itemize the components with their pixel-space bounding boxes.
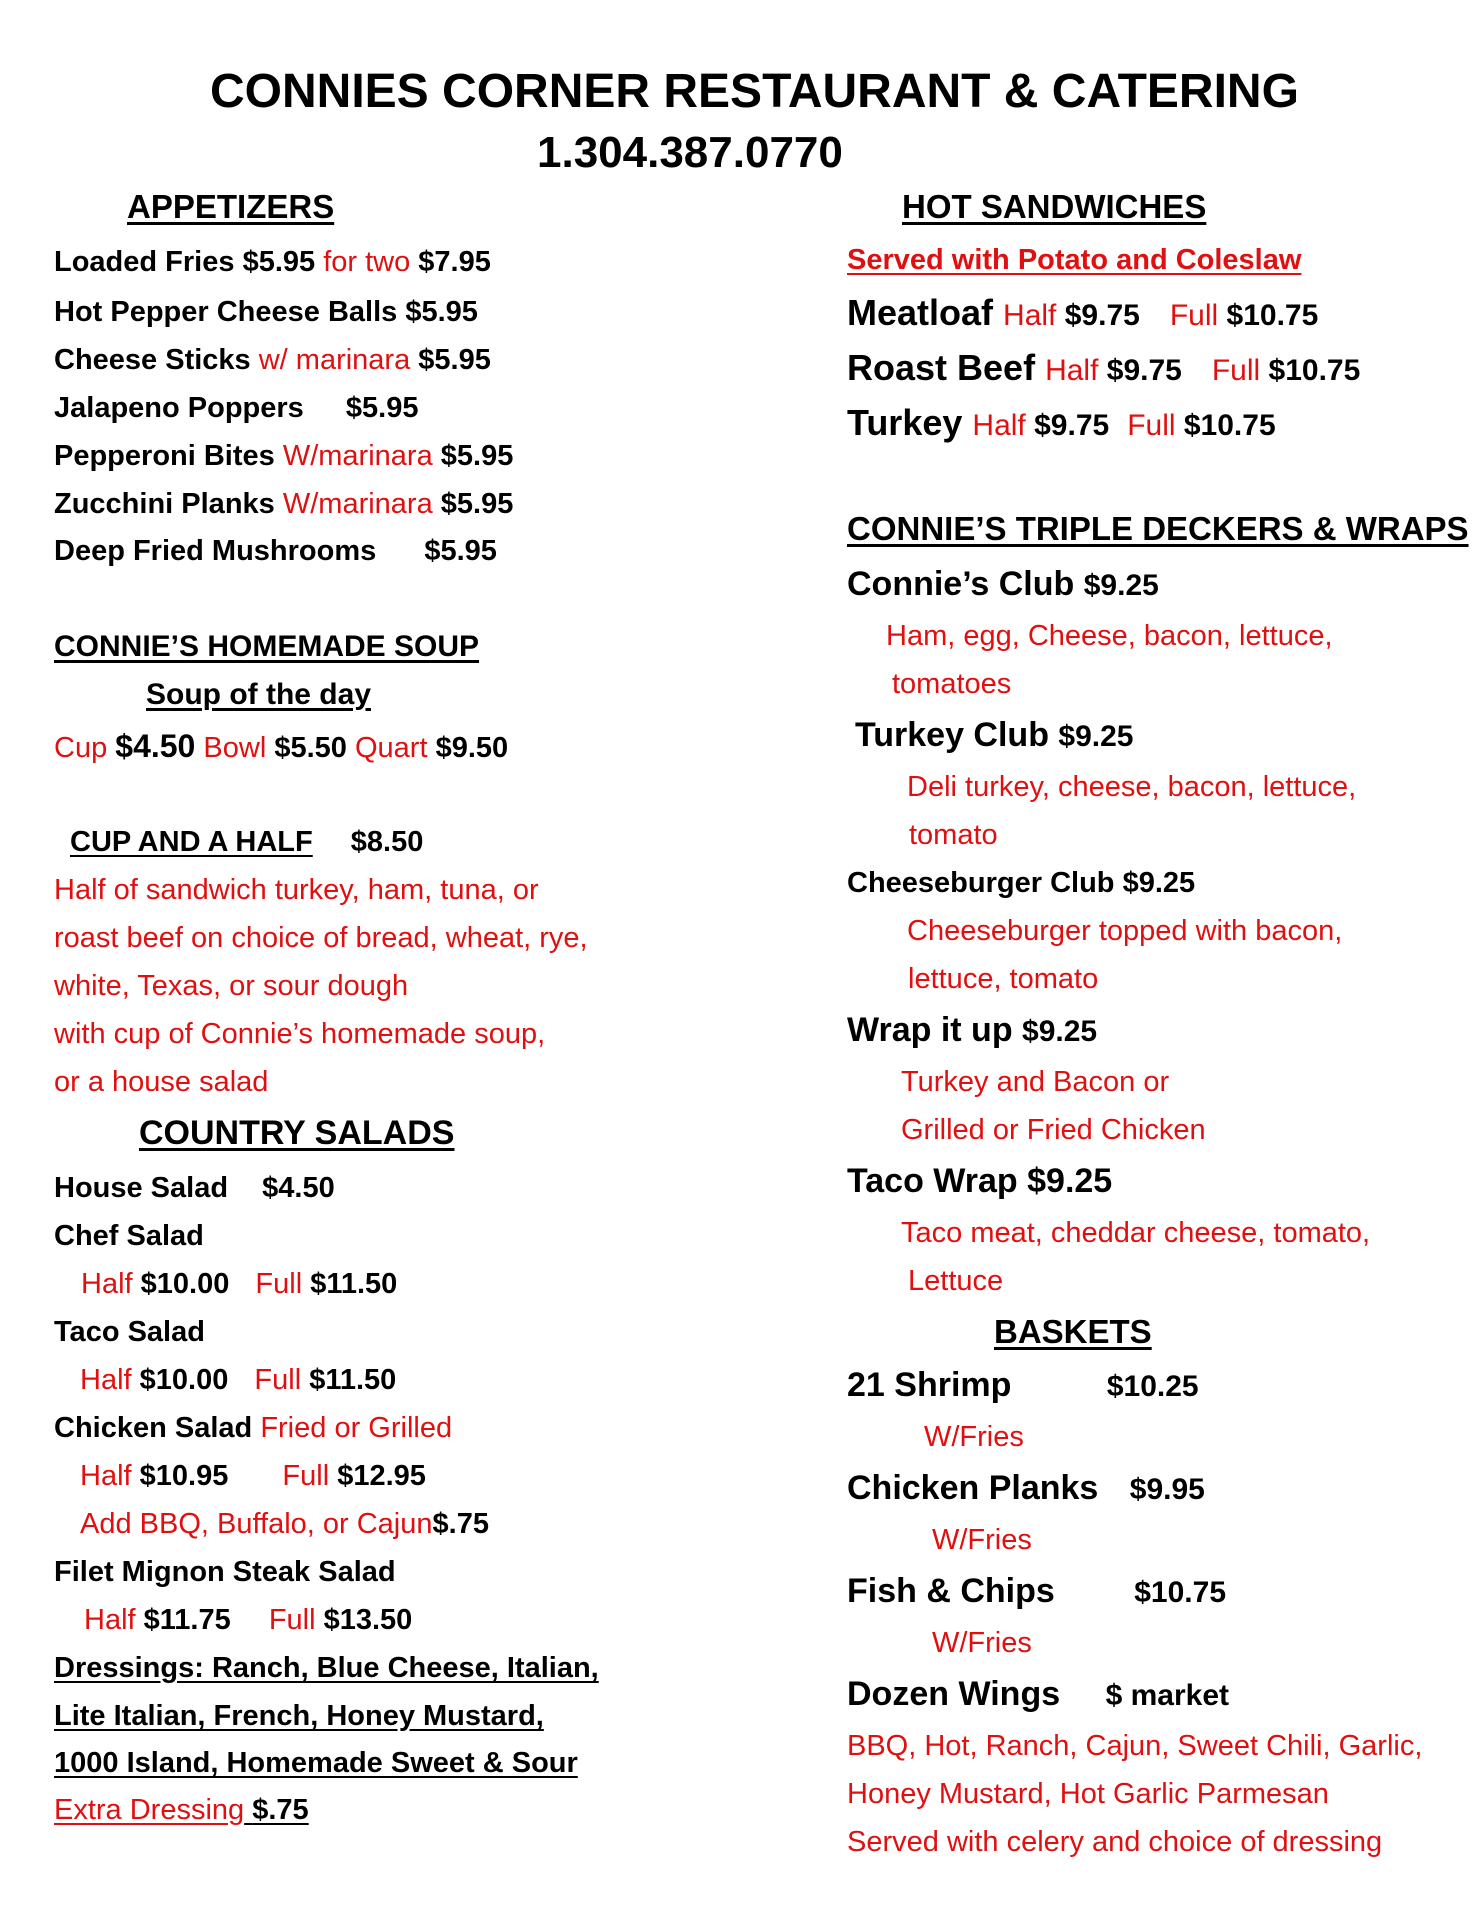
menu-item-shrimp — [847, 1366, 1199, 1405]
cup-label: Cup — [54, 732, 108, 764]
item-name: Connie’s Club — [847, 565, 1075, 603]
item-name: Taco Wrap — [847, 1162, 1018, 1200]
appetizers-heading: APPETIZERS — [127, 188, 335, 225]
deckers-heading: CONNIE’S TRIPLE DECKERS & WRAPS — [847, 510, 1469, 547]
soup-prices — [54, 728, 508, 765]
menu-item-cheese-balls — [54, 296, 478, 329]
item-price: $5.95 — [242, 246, 316, 278]
full-label: Full — [1127, 409, 1176, 442]
taco-wrap-desc-2: Lettuce — [908, 1265, 1004, 1297]
menu-item-roast-beef — [847, 347, 1360, 389]
baskets-heading: BASKETS — [994, 1313, 1152, 1350]
phone-number: 1.304.387.0770 — [537, 128, 843, 177]
extra-price: $.75 — [252, 1794, 309, 1826]
full-price: $13.50 — [323, 1604, 413, 1636]
full-price: $10.75 — [1226, 299, 1319, 332]
menu-item-turkey-club — [855, 716, 1134, 755]
item-price: $9.25 — [1122, 867, 1196, 899]
taco-wrap-desc-1: Taco meat, cheddar cheese, tomato, — [901, 1217, 1371, 1249]
full-price: $12.95 — [337, 1460, 426, 1492]
half-label: Half — [80, 1460, 132, 1492]
wings-desc-2: Honey Mustard, Hot Garlic Parmesan — [847, 1778, 1329, 1810]
cup-half-heading: CUP AND A HALF — [70, 826, 313, 858]
cup-and-half — [70, 826, 423, 859]
item-price: $5.95 — [345, 392, 419, 424]
item-note: W/marinara — [282, 488, 433, 520]
item-price: $4.50 — [262, 1172, 335, 1204]
extra-dressing — [54, 1794, 309, 1827]
menu-item-loaded-fries — [54, 246, 491, 279]
item-name: Loaded Fries — [54, 246, 235, 278]
item-price: $5.95 — [418, 344, 491, 376]
menu-item-zucchini-planks — [54, 488, 513, 521]
quart-price: $9.50 — [435, 732, 509, 764]
soup-heading: CONNIE’S HOMEMADE SOUP — [54, 630, 480, 663]
full-price: $11.50 — [309, 1364, 397, 1396]
item-note: Fried or Grilled — [260, 1412, 453, 1444]
item-name: House Salad — [54, 1172, 229, 1204]
item-name: Fish & Chips — [847, 1572, 1055, 1610]
item-name: Dozen Wings — [847, 1675, 1061, 1713]
wings-desc-1: BBQ, Hot, Ranch, Cajun, Sweet Chili, Garlic, — [847, 1730, 1423, 1762]
menu-item-house-salad — [54, 1172, 335, 1205]
shrimp-note: W/Fries — [924, 1421, 1024, 1453]
full-price: $11.50 — [310, 1268, 398, 1300]
menu-item-turkey — [847, 402, 1276, 444]
cup-half-desc-4: with cup of Connie’s homemade soup, — [54, 1018, 546, 1050]
chicken-salad-prices — [80, 1460, 426, 1493]
extra-label: Extra Dressing — [54, 1794, 245, 1826]
item-name: Wrap it up — [847, 1011, 1013, 1049]
item-name: Zucchini Planks — [54, 488, 275, 520]
item-name: Hot Pepper Cheese Balls — [54, 296, 398, 328]
connies-club-desc-2: tomatoes — [892, 668, 1012, 700]
item-price: $5.95 — [405, 296, 478, 328]
half-label: Half — [972, 409, 1026, 442]
item-name: Turkey Club — [855, 716, 1049, 754]
item-price: $9.25 — [1058, 720, 1134, 753]
cup-half-desc-2: roast beef on choice of bread, wheat, rye, — [54, 922, 588, 954]
item-price-2: $7.95 — [418, 246, 491, 278]
item-name: 21 Shrimp — [847, 1366, 1012, 1404]
filet-salad-prices — [84, 1604, 412, 1637]
chicken-salad-addon — [80, 1508, 489, 1541]
turkey-club-desc-1: Deli turkey, cheese, bacon, lettuce, — [907, 771, 1357, 803]
item-price: $ market — [1105, 1679, 1230, 1712]
item-price: $10.25 — [1106, 1370, 1199, 1403]
dressings-line-3: 1000 Island, Homemade Sweet & Sour — [54, 1747, 578, 1779]
item-name: Pepperoni Bites — [54, 440, 275, 472]
fish-note: W/Fries — [932, 1627, 1032, 1659]
item-name: Jalapeno Poppers — [54, 392, 304, 424]
half-label: Half — [81, 1268, 133, 1300]
half-price: $9.75 — [1034, 409, 1110, 442]
menu-item-taco-salad: Taco Salad — [54, 1316, 205, 1348]
dressings-line-2: Lite Italian, French, Honey Mustard, — [54, 1700, 544, 1732]
menu-item-deep-fried-mushrooms — [54, 535, 497, 568]
full-price: $10.75 — [1183, 409, 1276, 442]
menu-item-connies-club — [847, 565, 1159, 604]
menu-item-wrap-it-up — [847, 1011, 1097, 1050]
hot-sandwiches-note: Served with Potato and Coleslaw — [847, 244, 1302, 276]
bowl-price: $5.50 — [274, 732, 347, 764]
half-label: Half — [80, 1364, 132, 1396]
item-name: Meatloaf — [847, 292, 994, 333]
half-price: $9.75 — [1064, 299, 1140, 332]
item-note: w/ marinara — [258, 344, 411, 376]
cup-half-desc-3: white, Texas, or sour dough — [54, 970, 409, 1002]
full-label: Full — [1169, 299, 1219, 332]
bowl-label: Bowl — [203, 732, 267, 764]
item-name: Deep Fried Mushrooms — [54, 535, 377, 567]
menu-item-cheeseburger-club — [847, 867, 1195, 900]
cup-half-desc-5: or a house salad — [54, 1066, 269, 1098]
salads-heading — [139, 1114, 454, 1153]
menu-item-pepperoni-bites — [54, 440, 513, 473]
menu-item-fish-chips — [847, 1572, 1226, 1611]
full-label: Full — [1211, 354, 1261, 387]
half-price: $9.75 — [1106, 354, 1182, 387]
hot-sandwiches-heading: HOT SANDWICHES — [902, 188, 1207, 225]
half-label: Half — [1045, 354, 1099, 387]
item-note: for two — [323, 246, 411, 278]
soup-of-the-day: Soup of the day — [146, 678, 371, 711]
full-label: Full — [254, 1364, 302, 1396]
full-label: Full — [255, 1268, 303, 1300]
wings-desc-3: Served with celery and choice of dressing — [847, 1826, 1383, 1858]
item-note: W/marinara — [282, 440, 433, 472]
item-price: $9.25 — [1022, 1015, 1098, 1048]
menu-item-chef-salad: Chef Salad — [54, 1220, 204, 1252]
wrap-desc-2: Grilled or Fried Chicken — [901, 1114, 1206, 1146]
cup-half-price: $8.50 — [350, 826, 424, 858]
taco-salad-prices — [80, 1364, 396, 1397]
cheeseburger-club-desc-2: lettuce, tomato — [908, 963, 1099, 995]
half-label: Half — [1003, 299, 1057, 332]
menu-item-jalapeno-poppers — [54, 392, 418, 425]
chef-salad-prices — [81, 1268, 397, 1301]
half-price: $10.00 — [139, 1364, 229, 1396]
full-price: $10.75 — [1268, 354, 1361, 387]
wrap-desc-1: Turkey and Bacon or — [901, 1066, 1170, 1098]
item-price: $5.95 — [440, 488, 514, 520]
salads-heading-text: COUNTRY SALADS — [139, 1114, 455, 1152]
half-price: $10.95 — [139, 1460, 229, 1492]
half-price: $10.00 — [140, 1268, 230, 1300]
menu-item-taco-wrap — [847, 1162, 1112, 1201]
item-price: $5.95 — [424, 535, 497, 567]
cup-half-desc-1: Half of sandwich turkey, ham, tuna, or — [54, 874, 539, 906]
item-price: $9.95 — [1129, 1473, 1205, 1506]
quart-label: Quart — [354, 732, 428, 764]
cheeseburger-club-desc-1: Cheeseburger topped with bacon, — [907, 915, 1343, 947]
menu-item-chicken-salad — [54, 1412, 452, 1445]
item-price: $9.25 — [1083, 569, 1159, 602]
addon-label: Add BBQ, Buffalo, or Cajun — [80, 1508, 433, 1540]
dressings-line-1: Dressings: Ranch, Blue Cheese, Italian, — [54, 1652, 599, 1684]
menu-item-cheese-sticks — [54, 344, 491, 377]
half-price: $11.75 — [143, 1604, 231, 1636]
planks-note: W/Fries — [932, 1524, 1032, 1556]
cup-price: $4.50 — [115, 728, 196, 764]
menu-item-filet-salad: Filet Mignon Steak Salad — [54, 1556, 396, 1588]
item-name: Chicken Planks — [847, 1469, 1099, 1507]
turkey-club-desc-2: tomato — [909, 819, 998, 851]
addon-price: $.75 — [432, 1508, 489, 1540]
item-price: $9.25 — [1027, 1162, 1113, 1200]
menu-item-dozen-wings — [847, 1675, 1229, 1714]
item-price: $10.75 — [1134, 1576, 1227, 1609]
item-name: Cheese Sticks — [54, 344, 251, 376]
item-name: Roast Beef — [847, 347, 1036, 388]
item-price: $5.95 — [440, 440, 514, 472]
item-name: Cheeseburger Club — [847, 867, 1115, 899]
item-name: Chicken Salad — [54, 1412, 253, 1444]
full-label: Full — [268, 1604, 316, 1636]
connies-club-desc-1: Ham, egg, Cheese, bacon, lettuce, — [886, 620, 1333, 652]
half-label: Half — [84, 1604, 136, 1636]
menu-item-meatloaf — [847, 292, 1318, 334]
full-label: Full — [282, 1460, 330, 1492]
menu-item-chicken-planks — [847, 1469, 1205, 1508]
restaurant-title: CONNIES CORNER RESTAURANT & CATERING — [210, 65, 1299, 118]
item-name: Turkey — [847, 402, 963, 443]
